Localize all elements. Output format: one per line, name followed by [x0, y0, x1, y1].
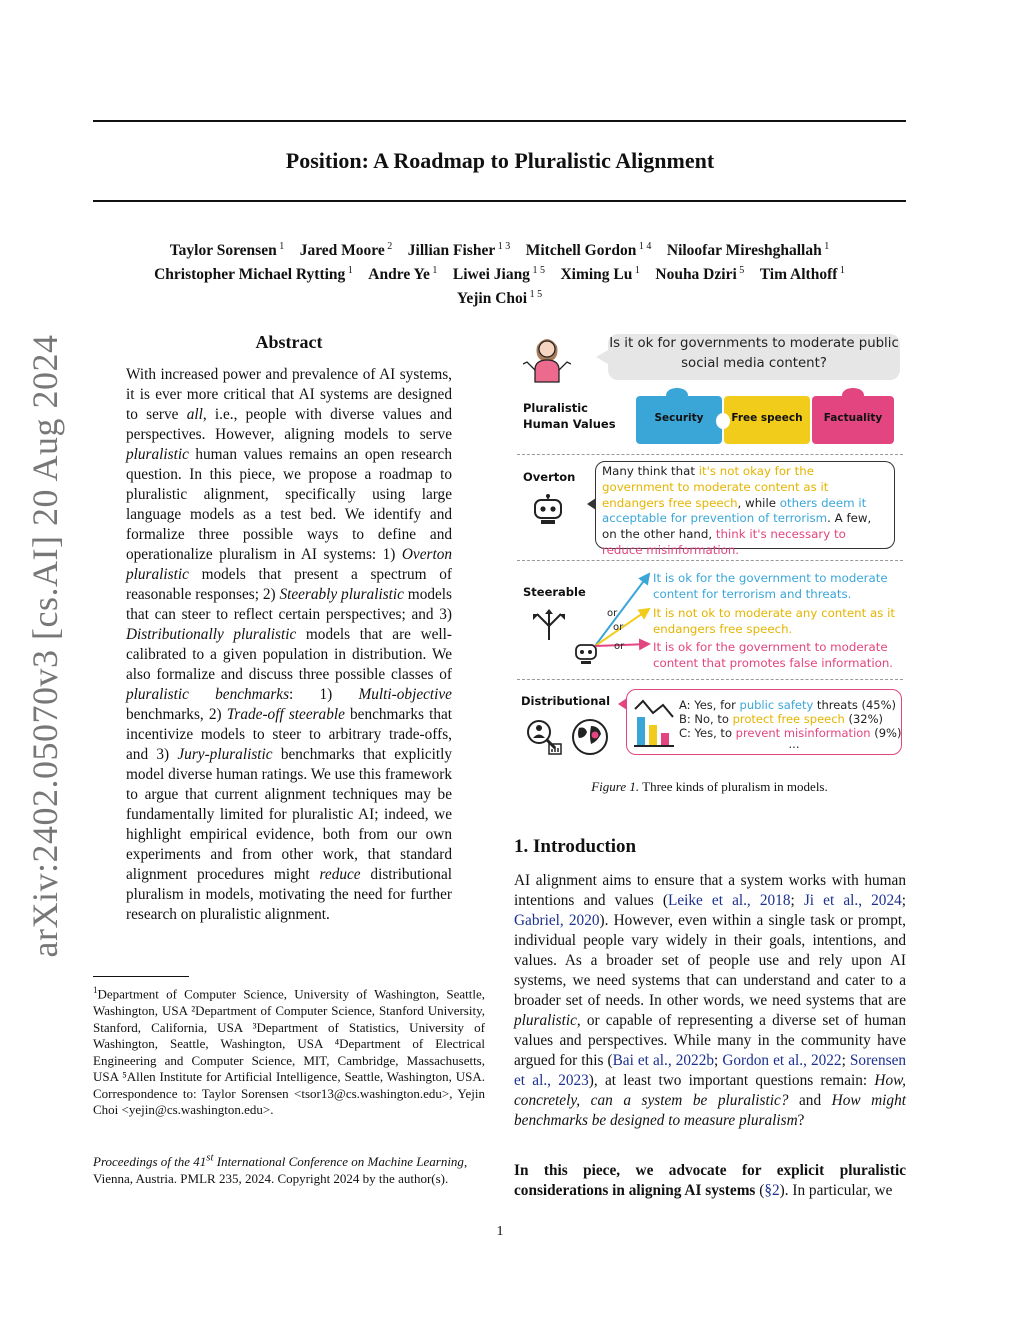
author-affiliation: 1 [837, 265, 845, 277]
introduction-paragraph-2: In this piece, we advocate for explicit pluralistic considerations in aligning AI systems (§2). In particular, we [514, 1162, 906, 1199]
author-name: Tim Althoff [759, 266, 838, 284]
author-line-1 [93, 237, 906, 261]
answer-b: B: No, to protect free speech (32%) [679, 712, 884, 726]
introduction-paragraph: AI alignment aims to ensure that a system works with human intentions and values (Leike et al., 2018; Ji et al., 2024; Gabriel, 2020). However, even within a single task or prompt, individual people vary widely in their goals, intentions, and values. As a broader set of people use and rely upon AI systems, we need systems that can understand and cater to a broader set of needs. In other words, we need systems that are pluralistic, or capable of representing a diverse set of human values and perspectives. While many in the community have argued for this (Bai et al., 2022b; Gordon et al., 2022; Sorensen et al., 2023), at least two important questions remain: How, concretely, can a system be pluralistic? and How might benchmarks be designed to measure pluralism? [514, 872, 907, 1129]
figure-caption: Figure 1. Three kinds of pluralism in models. [591, 779, 828, 794]
page-number: 1 [496, 1224, 504, 1239]
author-name: Liwei Jiang [452, 266, 530, 284]
or-label: or [607, 608, 618, 619]
author-affiliation: 1 [632, 265, 640, 277]
divider-dashed [517, 454, 903, 455]
person-shrug-icon [523, 332, 571, 386]
citation-link[interactable]: Sorensen et al., 2023 [514, 1052, 907, 1089]
proceedings-note: Proceedings of the 41st International Conference on Machine Learning, Vienna, Austria. PMLR 235, 2024. Copyright 2024 by the author(s). [93, 1152, 468, 1186]
arrow-blue [595, 574, 649, 646]
author-affiliation: 1 5 [529, 265, 545, 277]
citation-link[interactable]: Leike et al., 2018 [667, 892, 791, 909]
footnote-rule [93, 976, 189, 977]
steer-option-factuality: It is ok for the government to moderate content that promotes false information. [653, 640, 894, 670]
divider-dashed [517, 679, 903, 680]
answer-a: A: Yes, for public safety threats (45%) [679, 698, 897, 712]
overton-label: Overton [523, 470, 576, 484]
citation-link[interactable]: Gordon et al., 2022 [722, 1052, 842, 1069]
author-affiliation: 1 4 [636, 241, 652, 252]
steer-option-free-speech: It is not ok to moderate any content as it endangers free speech. [653, 606, 896, 636]
tab [842, 388, 864, 402]
distributional-label: Distributional [521, 694, 611, 708]
author-name: Andre Ye [368, 266, 430, 284]
author-affiliation: 5 [736, 265, 745, 277]
title-rule-bottom [93, 200, 906, 202]
citation-link[interactable]: Gabriel, 2020 [514, 912, 600, 929]
tab [666, 388, 688, 402]
figure-1 [513, 330, 906, 770]
answer-more: ... [788, 737, 800, 751]
answer-c: C: Yes, to prevent misinformation (9%) [679, 726, 902, 740]
puzzle-piece-factuality [812, 396, 894, 444]
puzzle-piece-free-speech [724, 396, 810, 444]
dist-bar-yellow [649, 725, 657, 745]
author-affiliation: 1 [429, 265, 438, 277]
puzzle-label-factuality: Factuality [823, 412, 883, 424]
arxiv-identifier: arXiv:2402.05070v3 [cs.AI] 20 Aug 2024 [25, 334, 65, 958]
puzzle-label-security: Security [654, 412, 704, 424]
title-rule-top [93, 120, 906, 122]
divider-dashed [517, 560, 903, 561]
section-heading-introduction: 1. Introduction [514, 836, 637, 857]
author-name: Mitchell Gordon [525, 242, 637, 260]
author-name: Christopher Michael Rytting [154, 266, 346, 284]
split-arrows-icon [527, 608, 571, 642]
distribution-bar-chart-icon [633, 697, 675, 749]
globe-icon [571, 718, 609, 756]
dist-bar-blue [637, 717, 645, 745]
author-affiliation: 1 5 [527, 289, 543, 301]
author-name: Yejin Choi [456, 290, 528, 308]
author-affiliation: 1 [345, 265, 353, 277]
pluralistic-values-label: Pluralistic Human Values [523, 401, 616, 431]
dist-bar-pink [661, 733, 669, 745]
distribution-answers [679, 698, 909, 751]
author-line-3 [93, 285, 906, 309]
or-label: or [613, 622, 624, 633]
author-name: Jared Moore [299, 242, 385, 260]
author-name: Taylor Sorensen [169, 242, 277, 260]
author-name: Niloofar Mireshghallah [666, 242, 822, 260]
affiliations-footnote: $^1$Department of Computer Science, University of Washington, Seattle, Washington, USA ²Department of Computer Science, Stanford University, Stanford, California, USA ³Department of Statistics, University of Washington, Seattle, Washington, USA ⁴Department of Electrical Engineering and Computer Science, MIT, Cambridge, Massachusetts, USA ⁵Allen Institute for Artificial Intelligence, Seattle, Washington, USA. Correspondence to: Taylor Sorensen <tsor13@cs.washington.edu>, Yejin Choi <yejin@cs.washington.edu>. [93, 985, 485, 1118]
puzzle-piece-security [636, 396, 722, 444]
steer-option-security: It is ok for the government to moderate content for terrorism and threats. [653, 571, 888, 601]
citation-link[interactable]: Ji et al., 2024 [803, 892, 902, 909]
robot-icon [531, 494, 565, 526]
author-affiliation: 1 3 [495, 241, 511, 252]
section-ref-link[interactable]: §2 [764, 1182, 780, 1199]
author-name: Jillian Fisher [407, 242, 496, 260]
puzzle-pieces [636, 392, 896, 448]
or-label: or [614, 641, 625, 652]
question-bubble: Is it ok for governments to moderate public social media content? [608, 334, 900, 380]
citation-link[interactable]: Bai et al., 2022b [612, 1052, 714, 1069]
steerable-label: Steerable [523, 585, 586, 599]
author-name: Nouha Dziri [655, 266, 737, 284]
paper-title: Position: A Roadmap to Pluralistic Alignment [285, 148, 715, 173]
abstract-heading: Abstract [255, 332, 323, 352]
puzzle-label-free-speech: Free speech [731, 412, 803, 424]
author-line-2 [93, 261, 906, 285]
author-list [93, 237, 906, 309]
overton-response-box: Many think that it's not okay for the government to moderate content as it endangers free speech, while others deem it acceptable for prevention of terrorism. A few, on the other hand, think it's necessary to reduce misinformation. [595, 461, 895, 549]
author-affiliation: 1 [821, 241, 830, 252]
population-search-icon [523, 716, 563, 756]
author-name: Ximing Lu [560, 266, 633, 284]
author-affiliation: 1 [276, 241, 285, 252]
author-affiliation: 2 [384, 241, 393, 252]
abstract-body: With increased power and prevalence of AI systems, it is ever more critical that AI systems are designed to serve all, i.e., people with diverse values and perspectives. However, aligning models to serve pluralistic human values remains an open research question. In this piece, we propose a roadmap to pluralistic alignment, specifically using large language models as a test bed. We identify and formalize three possible ways to define and operationalize pluralism in AI systems: 1) Overton pluralistic models that present a spectrum of reasonable responses; 2) Steerably pluralistic models that can steer to reflect certain perspectives; and 3) Distributionally pluralistic models that are well-calibrated to a given population in distribution. We also formalize and discuss three possible classes of pluralistic benchmarks: 1) Multi-objective benchmarks, 2) Trade-off steerable benchmarks that incentivize models to steer to arbitrary trade-offs, and 3) Jury-pluralistic benchmarks that explicitly model diverse human ratings. We use this framework to argue that current alignment techniques may be fundamentally limited for pluralistic AI; indeed, we highlight empirical evidence, both from our own experiments and from other work, that standard alignment procedures might reduce distributional pluralism in models, motivating the need for further research on pluralistic alignment. [126, 366, 453, 923]
